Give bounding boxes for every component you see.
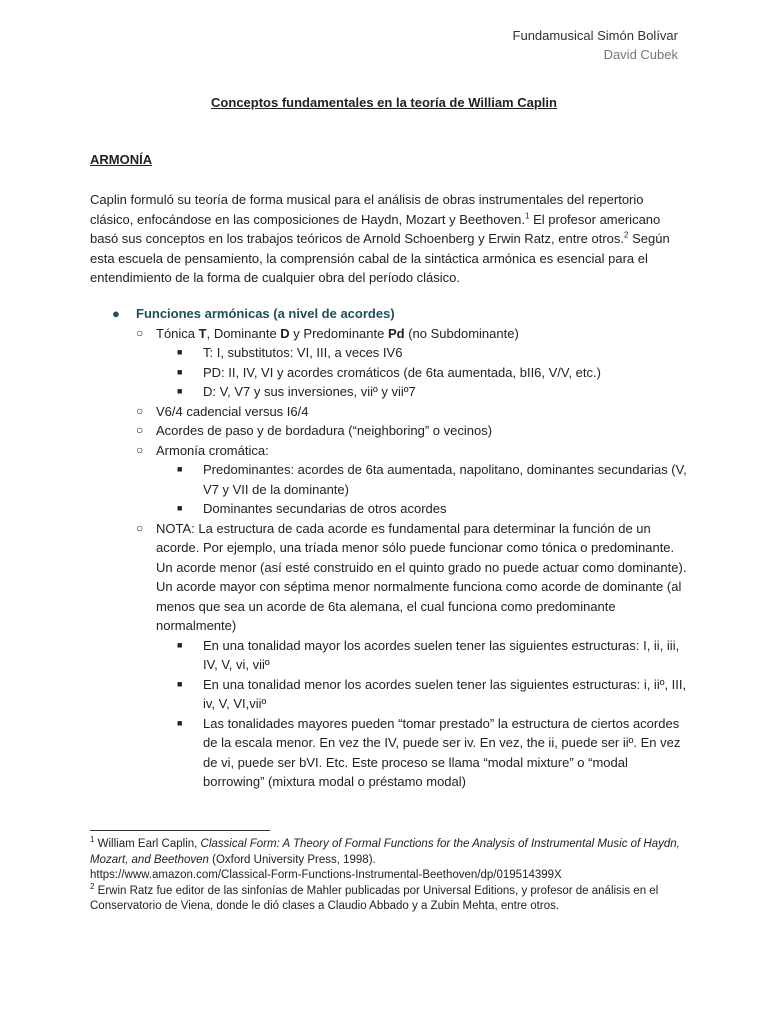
- bullet-square-icon: ■: [177, 347, 183, 357]
- list-item: ■ Dominantes secundarias de otros acordes: [156, 499, 690, 519]
- list-item: ○ Tónica T, Dominante D y Predominante Pd (no Subdominante) ■ T: I, substitutos: VI, III, a veces IV6 ■ PD: II, IV, VI y acordes cromáticos (de 6ta aumentada, bII6, V/V, etc.) ■ D: V, V7 y sus inversiones, viiº y viiº7: [136, 324, 690, 402]
- list-item: ■ Predominantes: acordes de 6ta aumentada, napolitano, dominantes secundarias (V, V7 y VII de la dominante): [177, 462, 687, 497]
- list-item: ■ En una tonalidad mayor los acordes suelen tener las siguientes estructuras: I, ii, iii, IV, V, vi, viiº: [177, 637, 680, 672]
- list-item: ■ En una tonalidad menor los acordes suelen tener las siguientes estructuras: i, iiº, III, iv, V, VI,viiº: [177, 676, 687, 711]
- footnote-link[interactable]: https://www.amazon.com/Classical-Form-Functions-Instrumental-Beethoven/dp/019514399X: [90, 869, 562, 881]
- list-item: ■ PD: II, IV, VI y acordes cromáticos (de 6ta aumentada, bII6, V/V, etc.): [156, 363, 690, 383]
- footnote-ref-1[interactable]: 1: [525, 211, 530, 221]
- list-item: ○ Acordes de paso y de bordadura (“neighboring” o vecinos): [136, 421, 690, 441]
- list-heading: Funciones armónicas (a nivel de acordes): [136, 306, 395, 321]
- intro-text-1: Caplin formuló su teoría de forma musical para el análisis de obras instrumentales del repertorio clásico, enfocándose en las composiciones de Haydn, Mozart y Beethoven.: [90, 192, 644, 227]
- harmonic-functions-list: [90, 304, 690, 795]
- list-item: ○ NOTA: La estructura de cada acorde es fundamental para determinar la función de un acorde. Por ejemplo, una tríada menor sólo puede funcionar como tónica o predominante. Un acorde menor (así esté construido en el quinto grado no puede actuar como dominante). Un acorde mayor con séptima menor normalmente funciona como acorde de dominante (al menos que sea un acorde de 6ta alemana, el cual funciona como predominante normalmente) ■ En una tonalidad mayor los acordes suelen tener las siguientes estructuras: I, ii, iii, IV, V, vi, viiº ■ En una tonalidad menor los acordes suelen tener las siguientes estructuras: i, iiº, III, iv, V, VI,viiº ■ Las tonalidades mayores pueden “tomar prestado” la estructura de ciertos acordes de la escala menor. En vez the IV, puede ser iv. En vez, the ii, puede ser iiº. En vez de vi, puede ser bVI. Etc. Este proceso se llama “modal mixture” o “modal borrowing” (mixtura modal o préstamo modal): [136, 519, 690, 792]
- section-heading: ARMONÍA: [90, 152, 153, 167]
- document-title: Conceptos fundamentales en la teoría de William Caplin: [211, 95, 557, 110]
- intro-text-3: Según esta escuela de pensamiento, la comprensión cabal de la sintáctica armónica es esencial para el entendimiento de la forma de cualquier obra del período clásico.: [90, 231, 670, 285]
- bullet-square-icon: ■: [177, 717, 183, 728]
- intro-text-2: El profesor americano basó sus conceptos en los trabajos teóricos de Arnold Schoenberg y Erwin Ratz, entre otros.: [90, 211, 661, 246]
- footnotes: [90, 837, 690, 915]
- bullet-square-icon: ■: [177, 366, 183, 377]
- bullet-square-icon: ■: [177, 464, 183, 474]
- page-header: [513, 26, 678, 64]
- bullet-square-icon: ■: [177, 386, 183, 396]
- footnote-1: $^1$ William Earl Caplin, Classical Form: A Theory of Formal Functions for the Analysis of Instrumental Music of Haydn, Mozart, and Beethoven (Oxford University Press, 1998). https://www.amazon.com/Classical-Form-Functions-Instrumental-Beethoven/dp/019514399X: [90, 835, 680, 881]
- bullet-square-icon: ■: [177, 503, 183, 513]
- list-item: ■ T: I, substitutos: VI, III, a veces IV6: [156, 343, 690, 363]
- header-organization: Fundamusical Simón Bolívar: [512, 28, 678, 43]
- footnote-2: $^2$ Erwin Ratz fue editor de las sinfonías de Mahler publicadas por Universal Editions, y profesor de análisis en el Conservatorio de Viena, donde le dió clases a Claudio Abbado y a Zubin Mehta, entre otros.: [90, 881, 659, 912]
- bullet-circle-icon: ○: [136, 325, 144, 340]
- bullet-circle-icon: ○: [136, 442, 144, 457]
- footnote-divider: [90, 830, 270, 831]
- footnote-ref-2[interactable]: 2: [624, 230, 629, 240]
- bullet-square-icon: ■: [177, 678, 183, 689]
- header-author: David Cubek: [603, 47, 678, 62]
- list-item: ■ D: V, V7 y sus inversiones, viiº y viiº7: [156, 382, 690, 402]
- intro-paragraph: [90, 190, 680, 288]
- book-title: Classical Form: A Theory of Formal Functions for the Analysis of Instrumental Music of Haydn, Mozart, and Beethoven: [90, 838, 680, 866]
- bullet-circle-icon: ○: [136, 403, 144, 418]
- list-item: ■ Las tonalidades mayores pueden “tomar prestado” la estructura de ciertos acordes de la escala menor. En vez the IV, puede ser iv. En vez, the ii, puede ser iiº. En vez de vi, puede ser bVI. Etc. Este proceso se llama “modal mixture” o “modal borrowing” (mixtura modal o préstamo modal): [177, 715, 681, 789]
- bullet-circle-icon: ○: [136, 520, 144, 535]
- bullet-square-icon: ■: [177, 639, 183, 650]
- bullet-circle-icon: ○: [136, 423, 144, 437]
- list-item: ○ Armonía cromática: ■ Predominantes: acordes de 6ta aumentada, napolitano, dominantes secundarias (V, V7 y VII de la dominante) ■ Dominantes secundarias de otros acordes: [136, 441, 690, 519]
- list-item: ○ V6/4 cadencial versus I6/4: [136, 402, 690, 422]
- bullet-disc-icon: ●: [112, 306, 120, 321]
- list-item: [90, 304, 690, 792]
